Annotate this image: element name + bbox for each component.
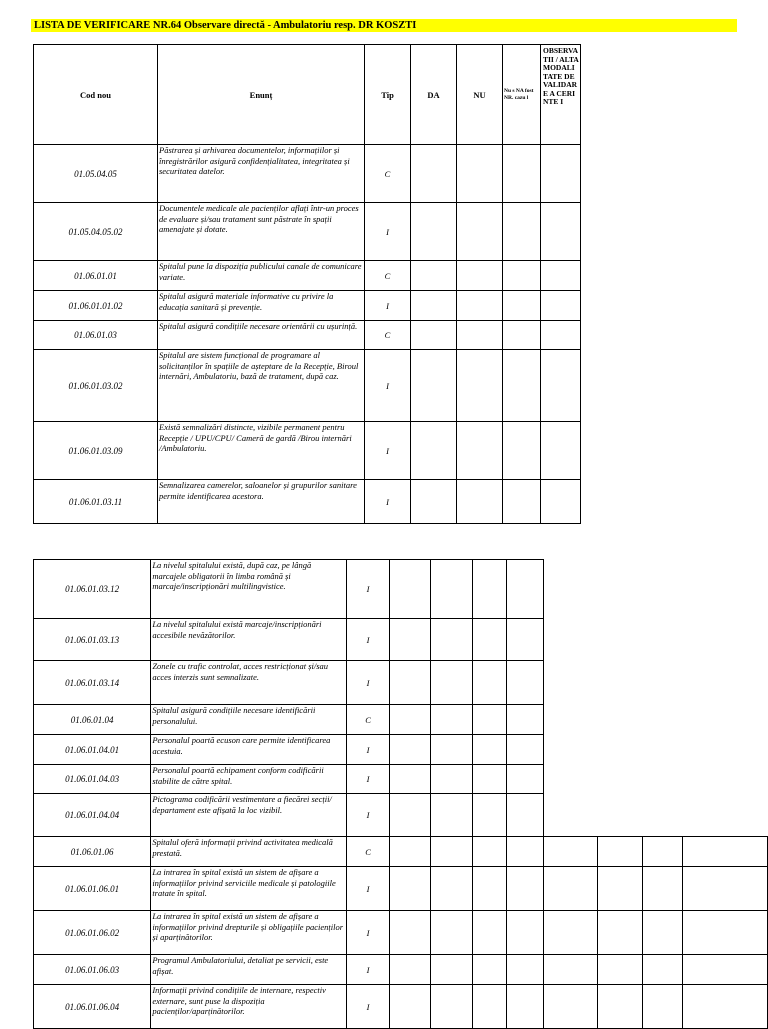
nu-cell[interactable]: [431, 560, 473, 619]
cod-cell: 01.06.01.06: [34, 837, 151, 867]
extra-cell[interactable]: [597, 955, 642, 985]
table-row: [34, 291, 581, 321]
enunt-cell: Spitalul oferă informații privind activitatea medicală prestată.: [151, 837, 347, 867]
table-row: [34, 837, 768, 867]
extra-cell[interactable]: [597, 911, 642, 955]
na-cell[interactable]: [503, 422, 541, 480]
table-row: [34, 560, 768, 619]
extra-cell[interactable]: [597, 985, 642, 1029]
extra-cell[interactable]: [643, 985, 683, 1029]
tip-cell: I: [347, 619, 389, 661]
enunt-cell: Spitalul asigură materiale informative cu privire la educația sanitară și prevenție.: [158, 291, 365, 321]
header-na: Nu s NA fost NR. cazu l: [503, 45, 541, 145]
cod-cell: 01.06.01.04: [34, 705, 151, 735]
table-row: [34, 955, 768, 985]
cod-cell: 01.06.01.03.02: [34, 350, 158, 422]
extra-cell: [643, 765, 683, 794]
checklist-table-page1: [33, 44, 581, 524]
enunt-cell: Programul Ambulatoriului, detaliat pe servicii, este afișat.: [151, 955, 347, 985]
da-cell[interactable]: [389, 735, 431, 765]
observatii-cell[interactable]: [507, 911, 543, 955]
tip-cell: I: [365, 422, 411, 480]
nu-cell[interactable]: [431, 661, 473, 705]
header-observatii: OBSERVA TII / ALTA MODALI TATE DE VALIDAR E A CERINTE I: [541, 45, 581, 145]
observatii-cell[interactable]: [507, 837, 543, 867]
observatii-cell[interactable]: [507, 735, 543, 765]
tip-cell: I: [365, 291, 411, 321]
enunt-cell: La intrarea în spital există un sistem de afișare a informațiilor privind drepturile și obligațiile pacienților și aparținătorilor.: [151, 911, 347, 955]
enunt-cell: Există semnalizări distincte, vizibile permanent pentru Recepție / UPU/CPU/ Cameră de gardă /Birou internări /Ambulatoriu.: [158, 422, 365, 480]
cod-cell: 01.06.01.01: [34, 261, 158, 291]
tip-cell: I: [365, 480, 411, 524]
enunt-cell: Spitalul are sistem funcțional de programare al solicitanților în spațiile de așteptare de la Recepție, Biroul internări, Ambulatoriu, bază de tratament, după caz.: [158, 350, 365, 422]
extra-cell: [597, 794, 642, 837]
tip-cell: I: [347, 560, 389, 619]
table-body-page1: [34, 145, 581, 524]
header-cod: Cod nou: [34, 45, 158, 145]
extra-cell[interactable]: [543, 911, 597, 955]
na-cell[interactable]: [503, 480, 541, 524]
cod-cell: 01.06.01.04.04: [34, 794, 151, 837]
enunt-cell: La intrarea în spital există un sistem de afișare a informațiilor privind serviciile medicale și patologiile tratate în spital.: [151, 867, 347, 911]
table-row: [34, 985, 768, 1029]
na-cell[interactable]: [503, 261, 541, 291]
tip-cell: I: [347, 661, 389, 705]
extra-cell[interactable]: [682, 955, 767, 985]
extra-cell: [682, 661, 767, 705]
na-cell[interactable]: [472, 837, 506, 867]
table-row: [34, 350, 581, 422]
extra-cell: [597, 619, 642, 661]
extra-cell[interactable]: [643, 911, 683, 955]
observatii-cell[interactable]: [541, 480, 581, 524]
table-row: [34, 619, 768, 661]
table-row: [34, 203, 581, 261]
header-da: DA: [411, 45, 457, 145]
extra-cell[interactable]: [643, 955, 683, 985]
extra-cell: [543, 735, 597, 765]
na-cell[interactable]: [503, 203, 541, 261]
table-body-page2: [34, 560, 768, 1029]
tip-cell: I: [347, 911, 389, 955]
observatii-cell[interactable]: [541, 203, 581, 261]
enunt-cell: Documentele medicale ale pacienților aflați într-un proces de evaluare și/sau tratament sunt păstrate în spații amenajate și dotate.: [158, 203, 365, 261]
extra-cell: [682, 705, 767, 735]
da-cell[interactable]: [411, 261, 457, 291]
table-row: [34, 145, 581, 203]
extra-cell[interactable]: [682, 985, 767, 1029]
extra-cell[interactable]: [597, 837, 642, 867]
enunt-cell: Spitalul pune la dispoziția publicului canale de comunicare variate.: [158, 261, 365, 291]
cod-cell: 01.05.04.05: [34, 145, 158, 203]
cod-cell: 01.06.01.04.03: [34, 765, 151, 794]
nu-cell[interactable]: [457, 145, 503, 203]
tip-cell: C: [365, 145, 411, 203]
tip-cell: C: [347, 705, 389, 735]
tip-cell: I: [365, 350, 411, 422]
da-cell[interactable]: [411, 350, 457, 422]
header-tip: Tip: [365, 45, 411, 145]
header-row: [34, 45, 581, 145]
extra-cell: [597, 705, 642, 735]
na-cell[interactable]: [472, 619, 506, 661]
tip-cell: C: [365, 321, 411, 350]
na-cell[interactable]: [503, 321, 541, 350]
na-cell[interactable]: [503, 350, 541, 422]
extra-cell: [682, 560, 767, 619]
nu-cell[interactable]: [457, 321, 503, 350]
nu-cell[interactable]: [457, 480, 503, 524]
table-row: [34, 661, 768, 705]
enunt-cell: Pictograma codificării vestimentare a fiecărei secții/ departament este afișată la loc vizibil.: [151, 794, 347, 837]
cod-cell: 01.05.04.05.02: [34, 203, 158, 261]
table-row: [34, 867, 768, 911]
tip-cell: I: [365, 203, 411, 261]
extra-cell[interactable]: [682, 837, 767, 867]
na-cell[interactable]: [472, 794, 506, 837]
na-cell[interactable]: [503, 145, 541, 203]
observatii-cell[interactable]: [507, 867, 543, 911]
nu-cell[interactable]: [431, 794, 473, 837]
cod-cell: 01.06.01.06.01: [34, 867, 151, 911]
extra-cell[interactable]: [643, 837, 683, 867]
nu-cell[interactable]: [457, 203, 503, 261]
nu-cell[interactable]: [431, 955, 473, 985]
extra-cell: [643, 794, 683, 837]
cod-cell: 01.06.01.03.14: [34, 661, 151, 705]
tip-cell: I: [347, 735, 389, 765]
extra-cell[interactable]: [597, 867, 642, 911]
enunt-cell: La nivelul spitalului există marcaje/inscripționări accesibile nevăzătorilor.: [151, 619, 347, 661]
cod-cell: 01.06.01.06.04: [34, 985, 151, 1029]
tip-cell: I: [347, 765, 389, 794]
cod-cell: 01.06.01.03.12: [34, 560, 151, 619]
checklist-table-page2: [33, 559, 768, 1029]
nu-cell[interactable]: [431, 867, 473, 911]
cod-cell: 01.06.01.03.11: [34, 480, 158, 524]
na-cell[interactable]: [472, 735, 506, 765]
na-cell[interactable]: [472, 985, 506, 1029]
observatii-cell[interactable]: [507, 705, 543, 735]
nu-cell[interactable]: [431, 985, 473, 1029]
nu-cell[interactable]: [431, 705, 473, 735]
table-row: [34, 735, 768, 765]
extra-cell: [543, 705, 597, 735]
enunt-cell: Spitalul asigură condițiile necesare orientării cu ușurință.: [158, 321, 365, 350]
cod-cell: 01.06.01.03.13: [34, 619, 151, 661]
enunt-cell: Personalul poartă echipament conform codificării stabilite de către spital.: [151, 765, 347, 794]
extra-cell: [643, 619, 683, 661]
nu-cell[interactable]: [457, 422, 503, 480]
extra-cell: [643, 735, 683, 765]
table-row: [34, 794, 768, 837]
na-cell[interactable]: [472, 867, 506, 911]
extra-cell: [543, 661, 597, 705]
extra-cell[interactable]: [543, 985, 597, 1029]
da-cell[interactable]: [389, 985, 431, 1029]
nu-cell[interactable]: [431, 765, 473, 794]
extra-cell: [597, 765, 642, 794]
da-cell[interactable]: [389, 794, 431, 837]
da-cell[interactable]: [389, 560, 431, 619]
enunt-cell: Informații privind condițiile de internare, respectiv externare, sunt puse la dispoziția pacienților/aparținătorilor.: [151, 985, 347, 1029]
extra-cell: [643, 560, 683, 619]
da-cell[interactable]: [389, 837, 431, 867]
nu-cell[interactable]: [457, 350, 503, 422]
da-cell[interactable]: [411, 291, 457, 321]
na-cell[interactable]: [503, 291, 541, 321]
enunt-cell: Zonele cu trafic controlat, acces restricționat și/sau acces interzis sunt semnalizate.: [151, 661, 347, 705]
extra-cell: [543, 794, 597, 837]
enunt-cell: La nivelul spitalului există, după caz, pe lângă marcajele obligatorii în limba română și marcaje/inscripționări multilingvistice.: [151, 560, 347, 619]
extra-cell: [643, 661, 683, 705]
da-cell[interactable]: [411, 480, 457, 524]
extra-cell[interactable]: [543, 837, 597, 867]
da-cell[interactable]: [411, 422, 457, 480]
observatii-cell[interactable]: [541, 321, 581, 350]
enunt-cell: Personalul poartă ecuson care permite identificarea acestuia.: [151, 735, 347, 765]
extra-cell: [543, 619, 597, 661]
table-row: [34, 705, 768, 735]
tip-cell: I: [347, 867, 389, 911]
table-row: [34, 422, 581, 480]
da-cell[interactable]: [389, 619, 431, 661]
tip-cell: C: [365, 261, 411, 291]
enunt-cell: Păstrarea și arhivarea documentelor, informațiilor și înregistrărilor asigură confidențialitatea, integritatea și securitatea datelor.: [158, 145, 365, 203]
extra-cell[interactable]: [543, 955, 597, 985]
na-cell[interactable]: [472, 661, 506, 705]
da-cell[interactable]: [389, 867, 431, 911]
da-cell[interactable]: [411, 203, 457, 261]
nu-cell[interactable]: [431, 619, 473, 661]
nu-cell[interactable]: [457, 291, 503, 321]
observatii-cell[interactable]: [507, 765, 543, 794]
cod-cell: 01.06.01.03: [34, 321, 158, 350]
table-row: [34, 765, 768, 794]
observatii-cell[interactable]: [507, 985, 543, 1029]
na-cell[interactable]: [472, 705, 506, 735]
enunt-cell: Spitalul asigură condițiile necesare identificării personalului.: [151, 705, 347, 735]
observatii-cell[interactable]: [541, 261, 581, 291]
observatii-cell[interactable]: [507, 619, 543, 661]
tip-cell: I: [347, 985, 389, 1029]
extra-cell[interactable]: [643, 867, 683, 911]
da-cell[interactable]: [411, 145, 457, 203]
da-cell[interactable]: [389, 955, 431, 985]
header-enunt: Enunț: [158, 45, 365, 145]
na-cell[interactable]: [472, 911, 506, 955]
tip-cell: I: [347, 955, 389, 985]
table-row: [34, 480, 581, 524]
tip-cell: I: [347, 794, 389, 837]
nu-cell[interactable]: [457, 261, 503, 291]
observatii-cell[interactable]: [507, 794, 543, 837]
extra-cell: [682, 765, 767, 794]
observatii-cell[interactable]: [541, 350, 581, 422]
header-nu: NU: [457, 45, 503, 145]
tip-cell: C: [347, 837, 389, 867]
na-cell[interactable]: [472, 955, 506, 985]
extra-cell: [543, 765, 597, 794]
enunt-cell: Semnalizarea camerelor, saloanelor și grupurilor sanitare permite identificarea acestora.: [158, 480, 365, 524]
extra-cell: [682, 735, 767, 765]
cod-cell: 01.06.01.06.03: [34, 955, 151, 985]
extra-cell: [682, 619, 767, 661]
extra-cell: [682, 794, 767, 837]
cod-cell: 01.06.01.01.02: [34, 291, 158, 321]
observatii-cell[interactable]: [541, 422, 581, 480]
cod-cell: 01.06.01.04.01: [34, 735, 151, 765]
nu-cell[interactable]: [431, 911, 473, 955]
table-row: [34, 261, 581, 291]
cod-cell: 01.06.01.06.02: [34, 911, 151, 955]
extra-cell: [643, 705, 683, 735]
da-cell[interactable]: [389, 705, 431, 735]
extra-cell[interactable]: [682, 911, 767, 955]
da-cell[interactable]: [411, 321, 457, 350]
observatii-cell[interactable]: [541, 145, 581, 203]
na-cell[interactable]: [472, 765, 506, 794]
na-cell[interactable]: [472, 560, 506, 619]
table-row: [34, 321, 581, 350]
da-cell[interactable]: [389, 765, 431, 794]
extra-cell: [597, 735, 642, 765]
observatii-cell[interactable]: [507, 560, 543, 619]
extra-cell[interactable]: [682, 867, 767, 911]
observatii-cell[interactable]: [507, 955, 543, 985]
extra-cell[interactable]: [543, 867, 597, 911]
extra-cell: [597, 661, 642, 705]
da-cell[interactable]: [389, 661, 431, 705]
da-cell[interactable]: [389, 911, 431, 955]
table-row: [34, 911, 768, 955]
extra-cell: [543, 560, 597, 619]
extra-cell: [597, 560, 642, 619]
observatii-cell[interactable]: [507, 661, 543, 705]
nu-cell[interactable]: [431, 837, 473, 867]
nu-cell[interactable]: [431, 735, 473, 765]
checklist-title: LISTA DE VERIFICARE NR.64 Observare directă - Ambulatoriu resp. DR KOSZTI: [31, 19, 737, 32]
observatii-cell[interactable]: [541, 291, 581, 321]
cod-cell: 01.06.01.03.09: [34, 422, 158, 480]
